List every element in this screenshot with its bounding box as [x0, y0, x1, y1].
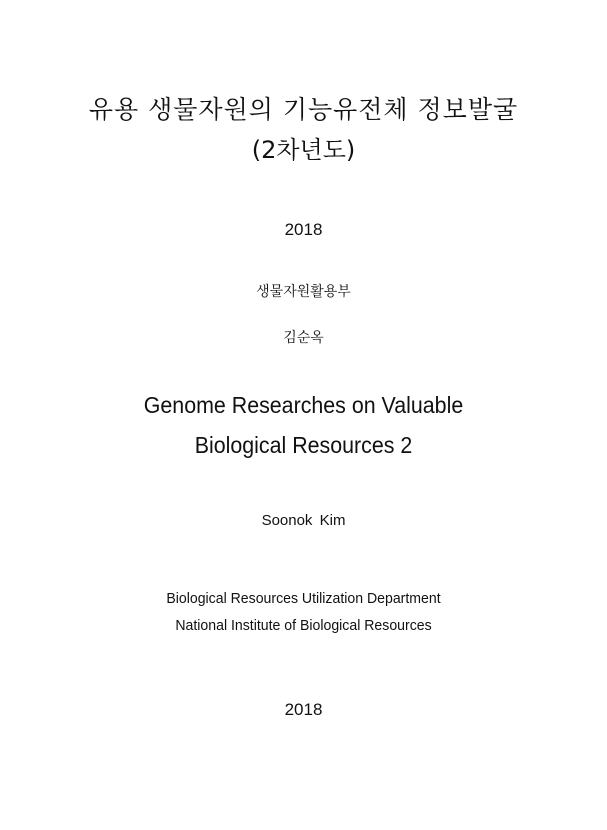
english-author: Soonok Kim [261, 512, 346, 529]
korean-year: 2018 [284, 220, 323, 239]
english-title-line-2: Biological Resources 2 [194, 432, 413, 458]
english-year: 2018 [284, 700, 323, 719]
korean-title-line-2: (2차년도) [251, 136, 356, 164]
korean-department: 생물자원활용부 [256, 284, 351, 300]
english-institute: National Institute of Biological Resources [175, 617, 432, 634]
korean-author: 김순옥 [283, 330, 324, 346]
korean-title-line-1: 유용 생물자원의 기능유전체 정보발굴 [88, 95, 519, 124]
english-department: Biological Resources Utilization Department [166, 590, 441, 607]
english-title-line-1: Genome Researches on Valuable [143, 392, 464, 418]
